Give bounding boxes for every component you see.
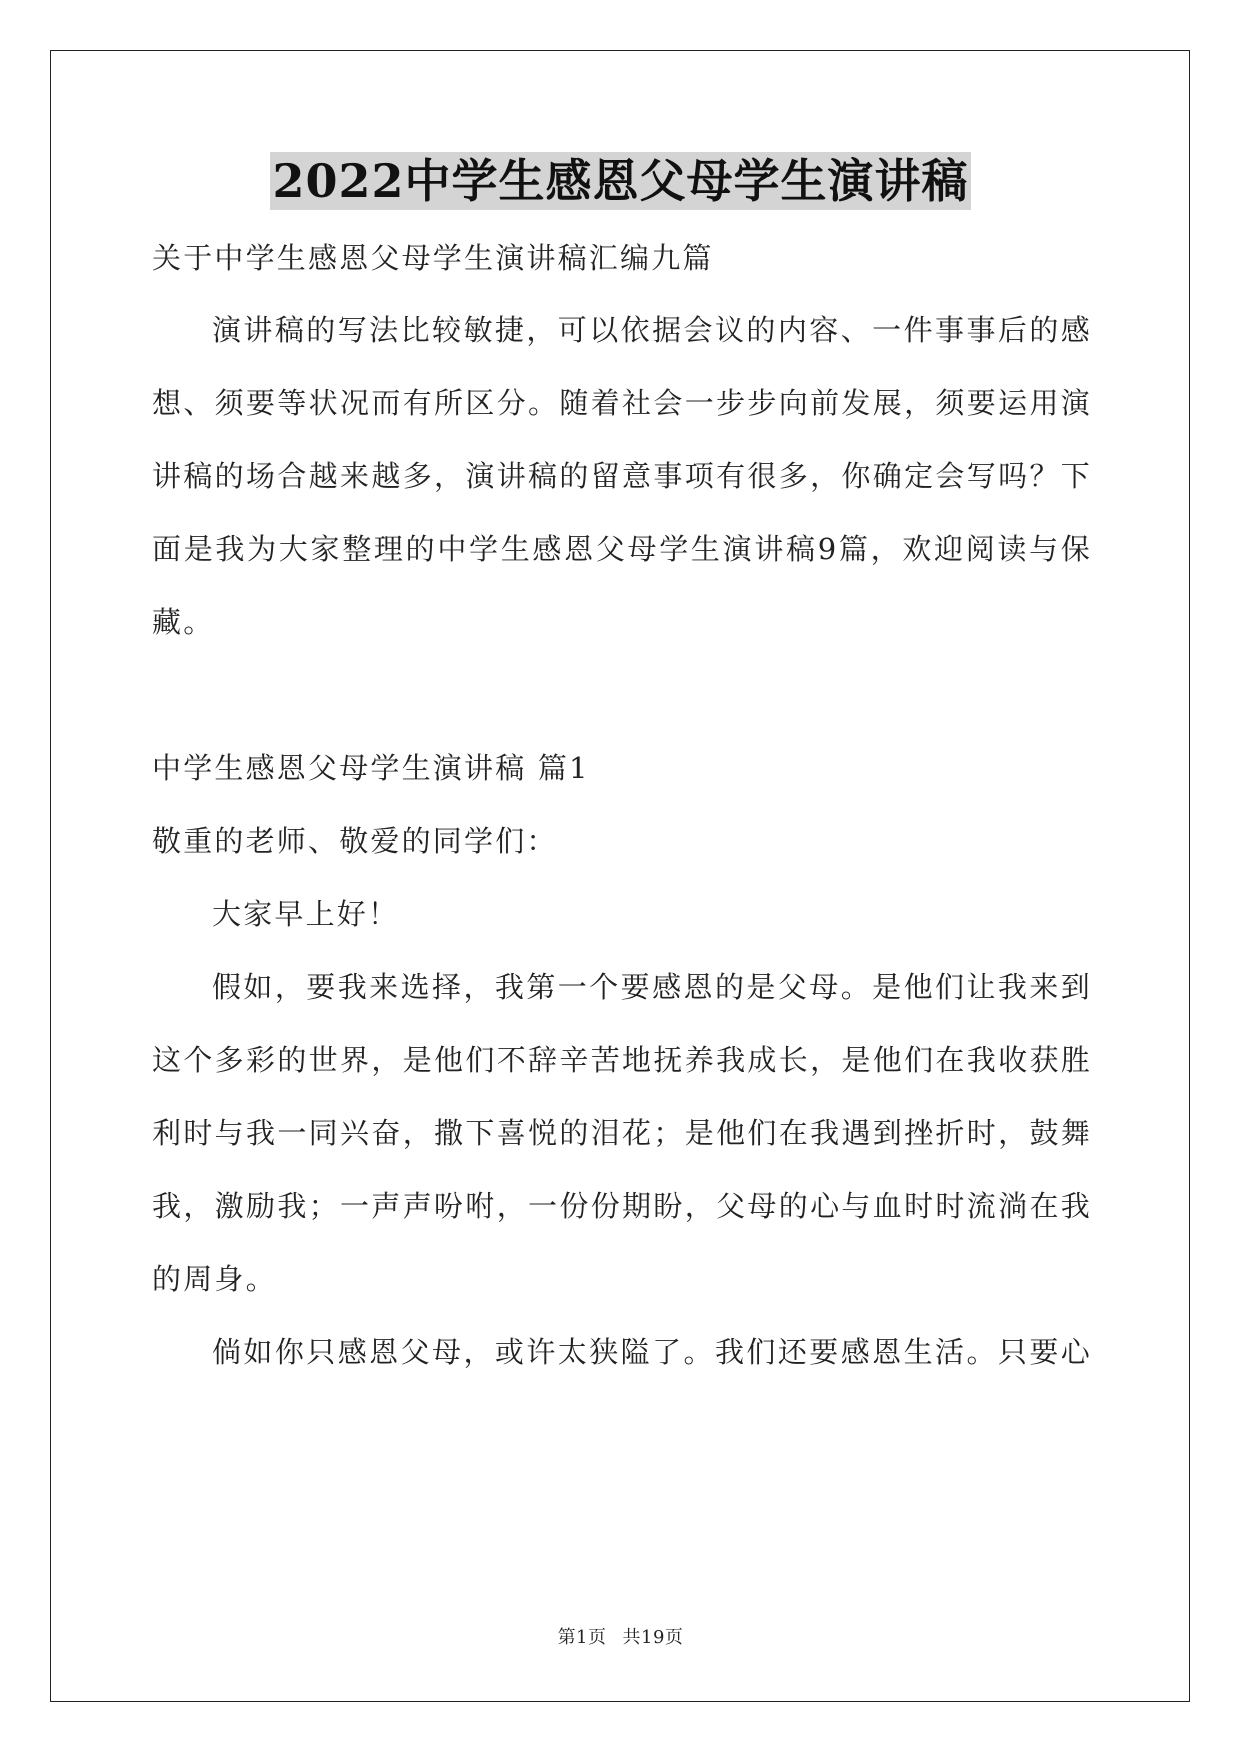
section-heading: 中学生感恩父母学生演讲稿 篇1 — [152, 751, 590, 785]
page-total: 共19页 — [622, 1627, 684, 1648]
intro-line-3: 讲稿的场合越来越多，演讲稿的留意事项有很多，你确定会写吗？下 — [152, 459, 1092, 493]
para1-line-3: 利时与我一同兴奋，撒下喜悦的泪花；是他们在我遇到挫折时，鼓舞 — [152, 1116, 1092, 1150]
intro-line-4: 面是我为大家整理的中学生感恩父母学生演讲稿9篇，欢迎阅读与保 — [152, 532, 1092, 566]
document-subtitle: 关于中学生感恩父母学生演讲稿汇编九篇 — [152, 241, 714, 275]
page-footer — [0, 1626, 1241, 1650]
para1-line-4: 我，激励我；一声声吩咐，一份份期盼，父母的心与血时时流淌在我 — [152, 1189, 1092, 1223]
para1-line-1: 假如，要我来选择，我第一个要感恩的是父母。是他们让我来到 — [212, 970, 1092, 1004]
intro-line-2: 想、须要等状况而有所区分。随着社会一步步向前发展，须要运用演 — [152, 386, 1092, 420]
para2-line-1: 倘如你只感恩父母，或许太狭隘了。我们还要感恩生活。只要心 — [212, 1335, 1092, 1369]
page-number: 第1页 — [557, 1627, 607, 1648]
title-container — [0, 152, 1241, 210]
intro-line-5: 藏。 — [152, 605, 215, 639]
greeting: 大家早上好！ — [212, 897, 400, 931]
intro-line-1: 演讲稿的写法比较敏捷，可以依据会议的内容、一件事事后的感 — [212, 313, 1092, 347]
document-title: 2022中学生感恩父母学生演讲稿 — [272, 154, 969, 208]
para1-line-2: 这个多彩的世界，是他们不辞辛苦地抚养我成长，是他们在我收获胜 — [152, 1043, 1092, 1077]
para1-line-5: 的周身。 — [152, 1262, 277, 1296]
page-frame — [50, 50, 1190, 1702]
salutation: 敬重的老师、敬爱的同学们： — [152, 824, 558, 858]
